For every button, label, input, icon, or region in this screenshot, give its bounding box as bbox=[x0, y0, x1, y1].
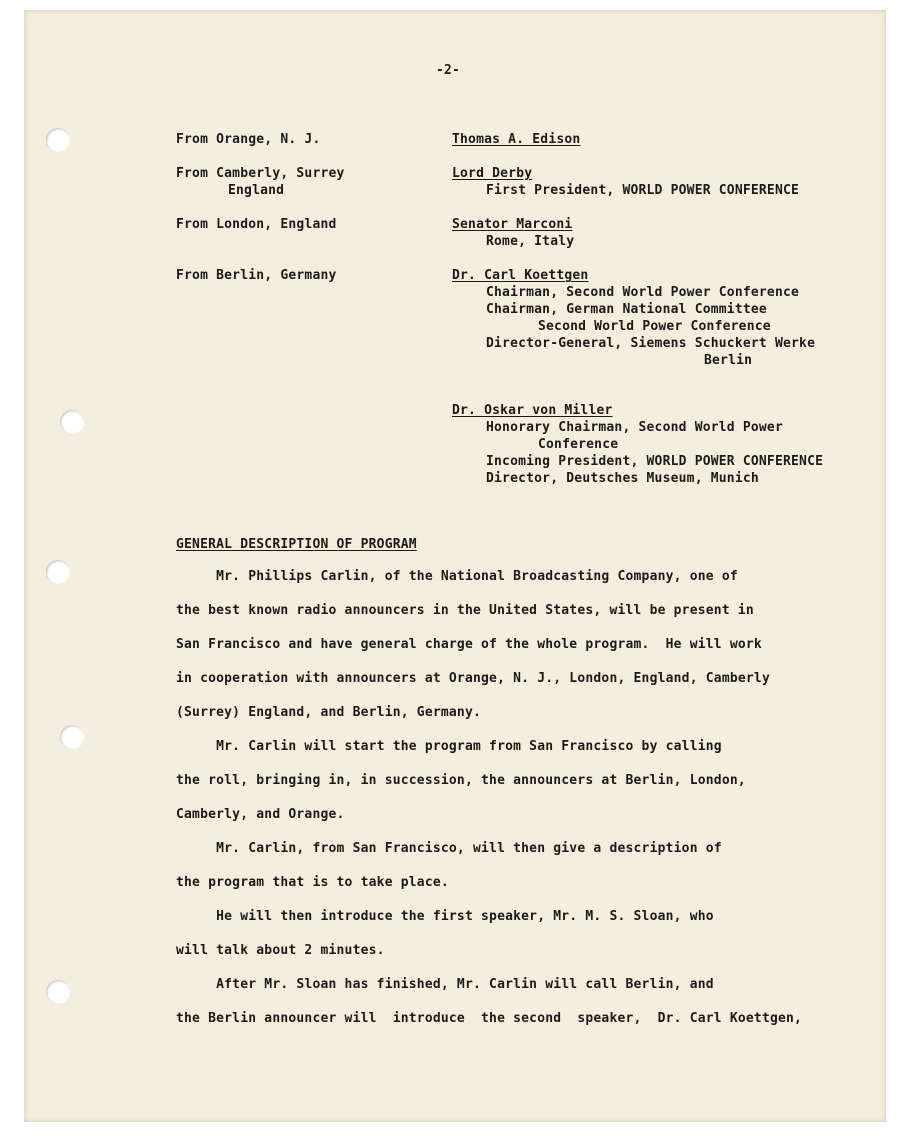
body-line: After Mr. Sloan has finished, Mr. Carlin will call Berlin, and bbox=[176, 977, 714, 992]
body-line: San Francisco and have general charge of the whole program. He will work bbox=[176, 637, 762, 652]
miller-title-1: Honorary Chairman, Second World Power bbox=[486, 420, 783, 435]
binder-hole bbox=[46, 128, 70, 152]
binder-hole bbox=[46, 560, 70, 584]
binder-hole bbox=[60, 725, 84, 749]
body-line: will talk about 2 minutes. bbox=[176, 943, 385, 958]
from-orange: From Orange, N. J. bbox=[176, 132, 321, 147]
body-line: Mr. Carlin, from San Francisco, will then give a description of bbox=[176, 841, 722, 856]
miller-title-4: Director, Deutsches Museum, Munich bbox=[486, 471, 759, 486]
from-camberly-line2: England bbox=[228, 183, 285, 198]
derby-title: First President, WORLD POWER CONFERENCE bbox=[486, 183, 800, 198]
speaker-edison: Thomas A. Edison bbox=[452, 132, 581, 147]
speaker-marconi: Senator Marconi bbox=[452, 217, 573, 232]
body-line: the roll, bringing in, in succession, the announcers at Berlin, London, bbox=[176, 773, 746, 788]
binder-hole bbox=[46, 980, 70, 1004]
koettgen-title-4: Director-General, Siemens Schuckert Werke bbox=[486, 336, 816, 351]
body-line: the program that is to take place. bbox=[176, 875, 449, 890]
koettgen-title-2: Chairman, German National Committee bbox=[486, 302, 767, 317]
body-line: the best known radio announcers in the United States, will be present in bbox=[176, 603, 754, 618]
body-line: in cooperation with announcers at Orange, N. J., London, England, Camberly bbox=[176, 671, 770, 686]
from-berlin: From Berlin, Germany bbox=[176, 268, 337, 283]
binder-hole bbox=[60, 410, 84, 434]
section-heading: GENERAL DESCRIPTION OF PROGRAM bbox=[176, 537, 417, 552]
from-london: From London, England bbox=[176, 217, 337, 232]
body-line: Camberly, and Orange. bbox=[176, 807, 345, 822]
koettgen-title-5: Berlin bbox=[704, 353, 753, 368]
marconi-location: Rome, Italy bbox=[486, 234, 575, 249]
from-camberly: From Camberly, Surrey bbox=[176, 166, 345, 181]
koettgen-title-3: Second World Power Conference bbox=[538, 319, 771, 334]
miller-title-2: Conference bbox=[538, 437, 619, 452]
koettgen-title-1: Chairman, Second World Power Conference bbox=[486, 285, 800, 300]
body-line: Mr. Phillips Carlin, of the National Broadcasting Company, one of bbox=[176, 569, 738, 584]
body-line: (Surrey) England, and Berlin, Germany. bbox=[176, 705, 482, 720]
body-line: He will then introduce the first speaker, Mr. M. S. Sloan, who bbox=[176, 909, 714, 924]
body-line: the Berlin announcer will introduce the second speaker, Dr. Carl Koettgen, bbox=[176, 1011, 803, 1026]
body-line: Mr. Carlin will start the program from San Francisco by calling bbox=[176, 739, 722, 754]
page-number: -2- bbox=[436, 63, 461, 78]
miller-title-3: Incoming President, WORLD POWER CONFERENCE bbox=[486, 454, 824, 469]
speaker-miller: Dr. Oskar von Miller bbox=[452, 403, 613, 418]
program-description bbox=[176, 560, 846, 1036]
speaker-koettgen: Dr. Carl Koettgen bbox=[452, 268, 589, 283]
speaker-derby: Lord Derby bbox=[452, 166, 533, 181]
